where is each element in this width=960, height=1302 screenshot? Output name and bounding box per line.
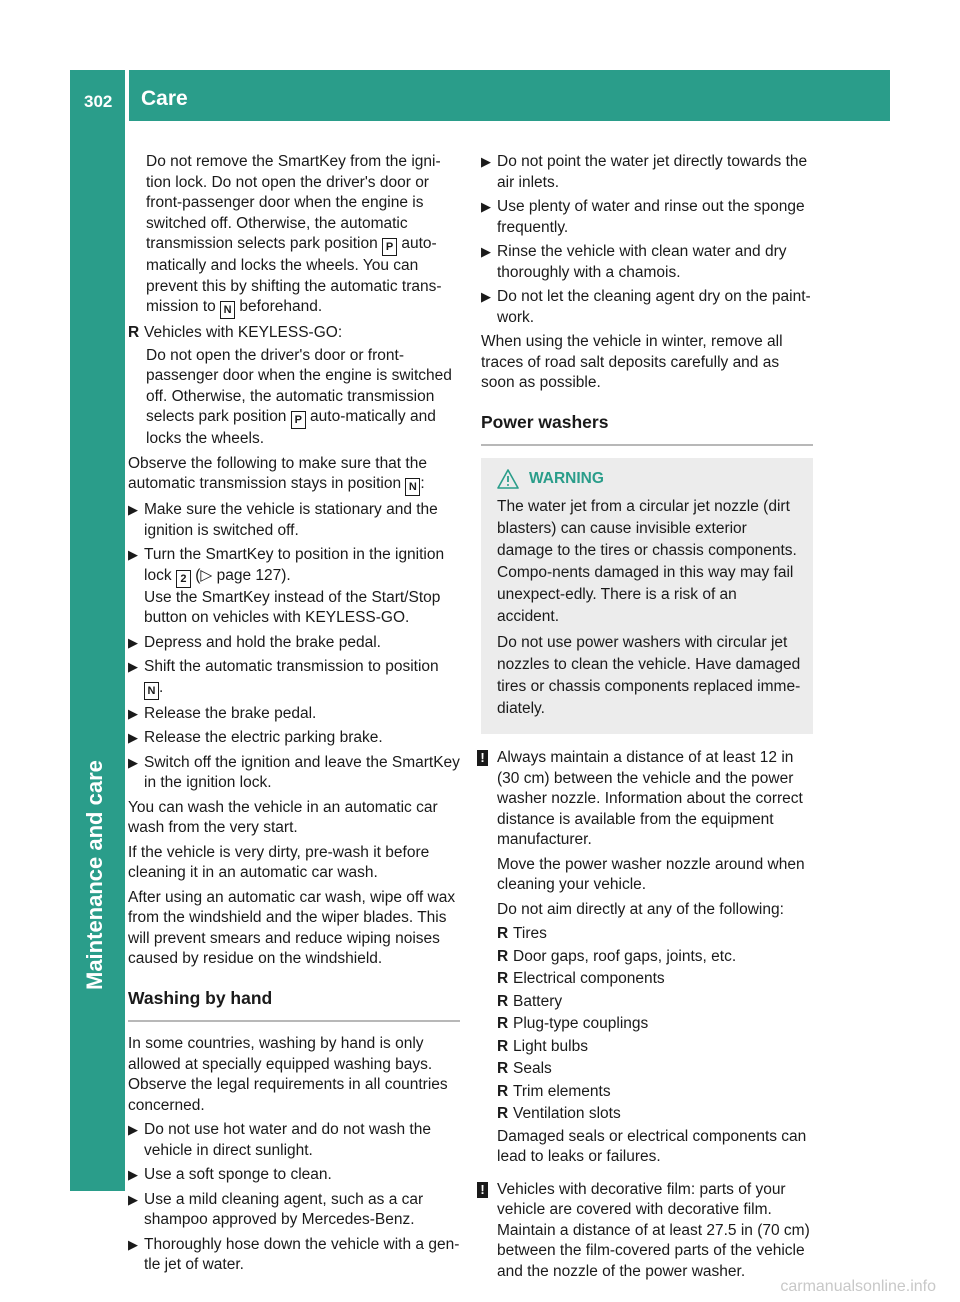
right-column: [481, 152, 813, 1294]
list-item-text: Ventilation slots: [513, 1105, 621, 1122]
page-reference-link[interactable]: (▷ page 127).: [195, 566, 291, 584]
observe-text: Observe the following to make sure that the automatic transmission stays in position: [128, 454, 427, 492]
note-text: Damaged seals or electrical components can lead to leaks or failures.: [497, 1127, 807, 1165]
warning-triangle-icon: [497, 469, 519, 489]
note-text: Always maintain a distance of at least 12 in (30 cm) between the vehicle and the power washer nozzle. Information about the correct distance is available from the equipment manufacturer.: [497, 749, 803, 848]
step-item: [128, 728, 460, 749]
step-text: Use a soft sponge to clean.: [144, 1166, 332, 1183]
bullet-icon: R: [497, 970, 509, 987]
list-item-text: Light bulbs: [513, 1037, 588, 1055]
paragraph: In some countries, washing by hand is only allowed at specially equipped washing bays. Observe the legal requirements in all countries concerned.: [128, 1035, 448, 1114]
paragraph: When using the vehicle in winter, remove all traces of road salt deposits carefully and as soon as possible.: [481, 333, 783, 391]
note-text: Move the power washer nozzle around when cleaning your vehicle.: [497, 855, 805, 893]
smartkey-warning-body: Do not remove the SmartKey from the igni-tion lock. Do not open the driver's door or front-passenger door when the engine is switched off. Otherwise, the automatic transmission selects park position P auto-matically and locks the wheels. You can prevent this by shifting the automatic trans-mission to N beforehand.: [146, 153, 442, 315]
neutral-key-icon: N: [220, 301, 235, 319]
neutral-key-icon: N: [144, 682, 159, 700]
step-text: Release the brake pedal.: [144, 704, 317, 722]
step-item: [128, 1190, 460, 1231]
park-key-icon: P: [291, 411, 306, 429]
left-column: [128, 152, 460, 1280]
heading-power-washers: Power washers: [481, 412, 813, 447]
list-item: [497, 1104, 813, 1125]
step-text: Do not let the cleaning agent dry on the paint-work.: [497, 288, 811, 326]
paragraph: After using an automatic car wash, wipe off wax from the windshield and the wiper blades. This will prevent smears and reduce wiping noises caused by residue on the windshield.: [128, 888, 456, 967]
step-arrow-icon: ▶: [481, 244, 491, 259]
exclamation-icon: !: [477, 1182, 488, 1198]
keyless-body: [128, 346, 460, 450]
smartkey-warning-text: [128, 152, 460, 319]
list-item: [497, 969, 813, 990]
bullet-icon: R: [497, 1060, 509, 1077]
warning-text: Do not use power washers with circular jet nozzles to clean the vehicle. Have damaged tires or chassis components replaced imme-diately.: [497, 634, 801, 717]
step-arrow-icon: ▶: [128, 754, 138, 770]
step-arrow-icon: ▶: [128, 1236, 138, 1252]
step-arrow-icon: ▶: [481, 154, 491, 169]
step-arrow-icon: ▶: [128, 659, 138, 674]
list-item: [497, 1014, 813, 1035]
step-note: Use the SmartKey instead of the Start/Stop button on vehicles with KEYLESS-GO.: [144, 588, 441, 626]
list-item: [497, 1037, 813, 1058]
step-item: [128, 1120, 460, 1161]
bullet-icon: R: [497, 992, 509, 1010]
step-item: [481, 242, 813, 283]
step-item: [128, 1235, 460, 1276]
step-text: Release the electric parking brake.: [144, 729, 383, 746]
section-title: Care: [141, 87, 188, 110]
neutral-key-icon: N: [405, 478, 420, 496]
step-arrow-icon: ▶: [128, 730, 138, 745]
warning-header: [497, 468, 803, 490]
heading-washing-by-hand: Washing by hand: [128, 988, 460, 1023]
step-item: [128, 704, 460, 725]
note-text: Vehicles with decorative film: parts of your vehicle are covered with decorative film. Maintain a distance of at least 27.5 in (70 cm) between the film-covered parts of the vehicle and the nozzle of the power washer.: [497, 1180, 810, 1280]
list-item-text: Battery: [513, 992, 563, 1010]
step-item: [128, 633, 460, 654]
note-text: Do not aim directly at any of the following:: [497, 900, 784, 918]
warning-text: The water jet from a circular jet nozzle (dirt blasters) can cause invisible exterior damage to the tires or chassis components. Compo-nents damaged in this way may fail unexpect-edly. There is a risk of an accident.: [497, 498, 797, 625]
list-item-text: Seals: [513, 1060, 552, 1077]
step-item: ▶ Shift the automatic transmission to position N .: [128, 657, 460, 700]
step-item: [481, 197, 813, 238]
observe-end: :: [420, 475, 425, 492]
bullet-icon: R: [497, 1082, 509, 1100]
step-text: Turn the SmartKey to position in the ignition lock: [144, 546, 445, 584]
step-item: [128, 753, 460, 794]
step-arrow-icon: ▶: [128, 502, 138, 517]
step-arrow-icon: ▶: [128, 547, 138, 562]
step-arrow-icon: ▶: [128, 705, 138, 721]
bullet-icon: R: [497, 1037, 509, 1055]
lock-position-key-icon: 2: [176, 570, 191, 588]
header-divider: [125, 70, 129, 121]
bullet-icon: R: [497, 925, 509, 942]
keyless-title: Vehicles with KEYLESS-GO:: [144, 324, 343, 341]
step-arrow-icon: ▶: [128, 634, 138, 650]
page-header: [70, 70, 890, 121]
keyless-body-text: Do not open the driver's door or front-passenger door when the engine is switched off. Otherwise, the automatic transmission selects park position: [146, 346, 452, 425]
step-text: Do not use hot water and do not wash the vehicle in direct sunlight.: [144, 1121, 431, 1159]
step-text: Switch off the ignition and leave the SmartKey in the ignition lock.: [144, 753, 460, 791]
bullet-icon: R: [497, 1015, 509, 1032]
list-item: [497, 924, 813, 945]
list-item-text: Plug-type couplings: [513, 1015, 649, 1032]
step-item: [128, 1165, 460, 1186]
keyless-body-end: auto-matically and locks the wheels.: [146, 408, 436, 447]
caution-note: [481, 1180, 813, 1283]
step-arrow-icon: ▶: [128, 1191, 138, 1207]
step-item: [128, 500, 460, 541]
step-text: Do not point the water jet directly towards the air inlets.: [497, 153, 808, 191]
step-arrow-icon: ▶: [128, 1167, 138, 1182]
bullet-icon: R: [497, 1105, 509, 1122]
paragraph: If the vehicle is very dirty, pre-wash it before cleaning it in an automatic car wash.: [128, 843, 430, 881]
list-item-text: Electrical components: [513, 970, 665, 987]
page-number: 302: [84, 92, 113, 111]
exclamation-icon: !: [477, 750, 488, 766]
side-tab-label: Maintenance and care: [82, 760, 107, 990]
list-item: [497, 1059, 813, 1080]
step-text: Depress and hold the brake pedal.: [144, 633, 381, 651]
list-item: [497, 992, 813, 1013]
step-text: Make sure the vehicle is stationary and the ignition is switched off.: [144, 501, 438, 539]
caution-note: [481, 748, 813, 1168]
watermark: carmanualsonline.info: [780, 1278, 936, 1295]
step-item: [481, 287, 813, 328]
list-item-text: Tires: [513, 925, 547, 942]
step-text: Use plenty of water and rinse out the sponge frequently.: [497, 198, 805, 236]
list-item: [497, 1082, 813, 1103]
warning-title: WARNING: [529, 470, 604, 487]
paragraph: You can wash the vehicle in an automatic car wash from the very start.: [128, 798, 438, 836]
step-text: Thoroughly hose down the vehicle with a gen-tle jet of water.: [144, 1235, 460, 1273]
side-tab: [70, 121, 125, 1191]
park-key-icon: P: [382, 238, 397, 256]
step-arrow-icon: ▶: [481, 199, 491, 214]
list-item: [497, 947, 813, 968]
bullet-icon: R: [497, 947, 509, 965]
step-item: [481, 152, 813, 193]
step-arrow-icon: ▶: [128, 1122, 138, 1137]
list-item-text: Trim elements: [513, 1082, 611, 1100]
warning-box: [481, 458, 813, 734]
bullet-icon: R: [128, 324, 140, 341]
step-item: [128, 545, 460, 629]
step-text: Rinse the vehicle with clean water and dry thoroughly with a chamois.: [497, 243, 787, 281]
list-item-text: Door gaps, roof gaps, joints, etc.: [513, 947, 737, 965]
keyless-bullet: [128, 323, 460, 344]
step-text: Use a mild cleaning agent, such as a car shampoo approved by Mercedes-Benz.: [144, 1190, 424, 1228]
step-text: Shift the automatic transmission to position: [144, 658, 439, 675]
step-arrow-icon: ▶: [481, 289, 491, 304]
observe-paragraph: [128, 454, 460, 497]
